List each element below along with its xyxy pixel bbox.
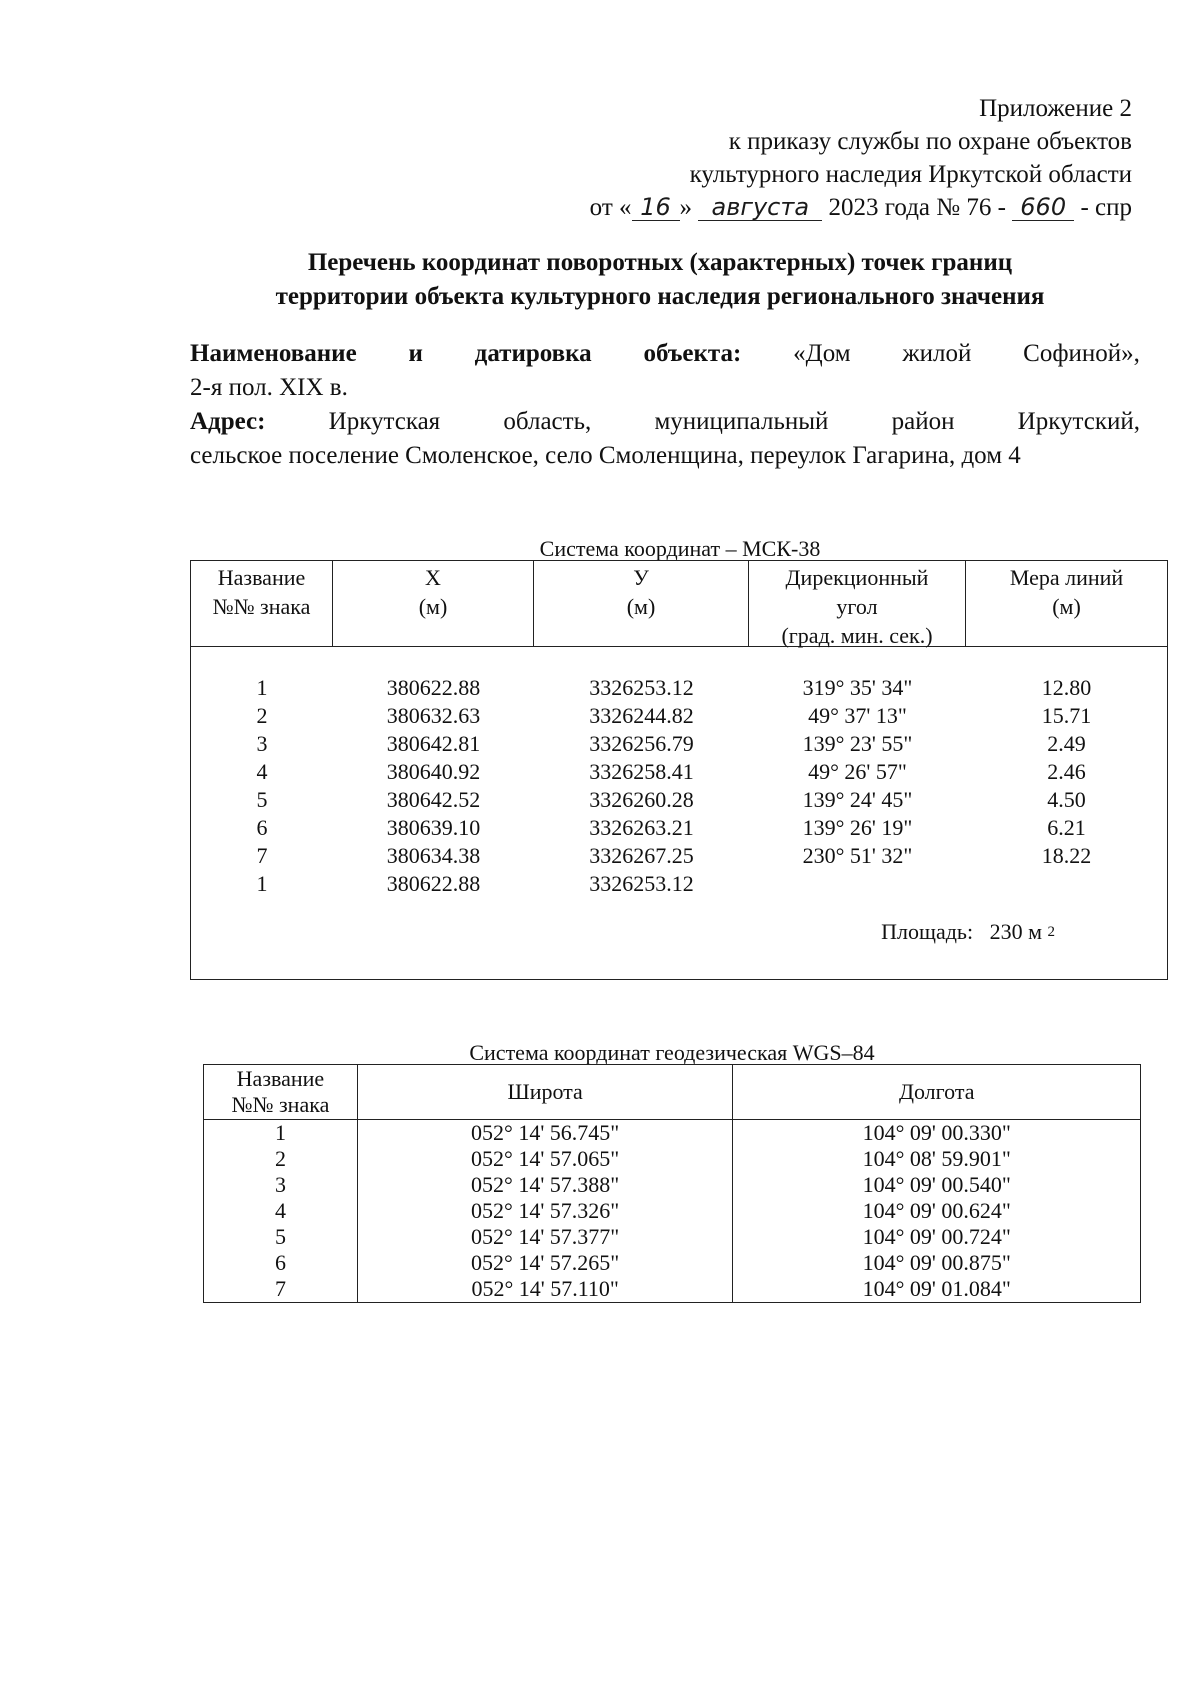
header-text: Название bbox=[236, 1066, 325, 1091]
header-point-name bbox=[191, 561, 333, 646]
name-value-word: «Дом bbox=[793, 340, 851, 367]
cell-x: 380642.81 bbox=[386, 731, 481, 756]
address-word: район bbox=[891, 408, 955, 435]
cell-point: 1 bbox=[256, 675, 268, 700]
header-longitude: Долгота bbox=[733, 1065, 1141, 1120]
cell-point: 7 bbox=[204, 1276, 358, 1303]
address-line bbox=[190, 405, 1140, 439]
cell-longitude: 104° 08' 59.901" bbox=[733, 1146, 1141, 1172]
cell-length: 12.80 bbox=[1041, 675, 1092, 700]
object-dating: 2-я пол. XIX в. bbox=[190, 374, 348, 401]
header-x bbox=[333, 561, 534, 646]
cell-point: 2 bbox=[256, 703, 268, 728]
wgs84-rows bbox=[204, 1120, 1141, 1303]
object-description bbox=[190, 337, 1140, 473]
cell-y: 3326253.12 bbox=[589, 871, 694, 896]
area-power: 2 bbox=[1047, 924, 1055, 940]
wgs84-header-row bbox=[204, 1065, 1141, 1120]
cell-latitude: 052° 14' 57.377" bbox=[357, 1224, 733, 1250]
cell-length: 15.71 bbox=[1041, 703, 1092, 728]
cell-bearing bbox=[749, 870, 966, 898]
cell-bearing: 319° 35' 34" bbox=[802, 675, 913, 700]
address-word: область, bbox=[503, 408, 592, 435]
cell-y: 3326260.28 bbox=[589, 787, 694, 812]
cell-x: 380639.10 bbox=[386, 815, 481, 840]
appendix-agency: культурного наследия Иркутской области bbox=[689, 161, 1132, 188]
header-text: №№ знака bbox=[212, 594, 311, 619]
cell-bearing: 230° 51' 32" bbox=[802, 843, 913, 868]
area-line bbox=[881, 919, 1055, 945]
table-row bbox=[204, 1172, 1141, 1198]
appendix-date-line bbox=[590, 191, 1132, 224]
cell-x: 380634.38 bbox=[386, 843, 481, 868]
table-row bbox=[204, 1120, 1141, 1147]
cell-longitude: 104° 09' 00.875" bbox=[733, 1250, 1141, 1276]
handwritten-day: 16 bbox=[632, 194, 680, 221]
header-text: (м) bbox=[626, 594, 656, 619]
table-row bbox=[204, 1198, 1141, 1224]
cell-x: 380632.63 bbox=[386, 703, 481, 728]
object-name-line bbox=[190, 337, 1140, 371]
cell-point: 3 bbox=[204, 1172, 358, 1198]
table-row bbox=[204, 1250, 1141, 1276]
table-row bbox=[191, 786, 1167, 814]
msk38-header-row bbox=[191, 561, 1167, 647]
cell-longitude: 104° 09' 00.330" bbox=[733, 1120, 1141, 1147]
wgs84-caption: Система координат геодезическая WGS–84 bbox=[469, 1040, 875, 1065]
msk38-caption: Система координат – МСК-38 bbox=[539, 536, 821, 561]
order-suffix: - спр bbox=[1080, 194, 1132, 221]
cell-y: 3326256.79 bbox=[589, 731, 694, 756]
cell-longitude: 104° 09' 00.540" bbox=[733, 1172, 1141, 1198]
table-row bbox=[204, 1276, 1141, 1303]
header-text: (град. мин. сек.) bbox=[781, 623, 933, 648]
appendix-header bbox=[590, 92, 1132, 224]
cell-point: 7 bbox=[256, 843, 268, 868]
cell-length: 18.22 bbox=[1041, 843, 1092, 868]
date-suffix: 2023 года № 76 - bbox=[828, 194, 1006, 221]
cell-y: 3326258.41 bbox=[589, 759, 694, 784]
cell-latitude: 052° 14' 57.110" bbox=[357, 1276, 733, 1303]
address-word: Иркутский, bbox=[1017, 408, 1140, 435]
cell-y: 3326267.25 bbox=[589, 843, 694, 868]
address-word: Иркутская bbox=[328, 408, 441, 435]
table-row bbox=[204, 1224, 1141, 1250]
header-y bbox=[534, 561, 749, 646]
header-text: Название bbox=[217, 565, 306, 590]
cell-x: 380642.52 bbox=[386, 787, 481, 812]
header-text: №№ знака bbox=[231, 1092, 330, 1117]
address-continuation: сельское поселение Смоленское, село Смоленщина, переулок Гагарина, дом 4 bbox=[190, 442, 1021, 469]
cell-point: 1 bbox=[204, 1120, 358, 1147]
cell-y: 3326263.21 bbox=[589, 815, 694, 840]
header-text: Дирекционный bbox=[785, 565, 929, 590]
area-label: Площадь: bbox=[881, 919, 974, 944]
title-line-2: территории объекта культурного наследия регионального значения bbox=[275, 283, 1045, 310]
cell-latitude: 052° 14' 57.388" bbox=[357, 1172, 733, 1198]
cell-length bbox=[966, 870, 1167, 898]
cell-y: 3326253.12 bbox=[589, 675, 694, 700]
cell-bearing: 139° 24' 45" bbox=[802, 787, 913, 812]
msk38-table bbox=[190, 560, 1168, 980]
cell-point: 4 bbox=[256, 759, 268, 784]
cell-latitude: 052° 14' 57.065" bbox=[357, 1146, 733, 1172]
date-mid: » bbox=[679, 194, 693, 221]
cell-bearing: 139° 23' 55" bbox=[802, 731, 913, 756]
title-line-1: Перечень координат поворотных (характерных) точек границ bbox=[307, 249, 1013, 276]
cell-point: 1 bbox=[256, 871, 268, 896]
table-row bbox=[191, 842, 1167, 870]
cell-point: 6 bbox=[204, 1250, 358, 1276]
cell-point: 3 bbox=[256, 731, 268, 756]
cell-bearing: 139° 26' 19" bbox=[802, 815, 913, 840]
cell-point: 5 bbox=[256, 787, 268, 812]
handwritten-month: августа bbox=[698, 194, 822, 221]
address-label: Адрес: bbox=[190, 408, 266, 435]
handwritten-order-number: 660 bbox=[1012, 194, 1074, 221]
header-bearing bbox=[749, 561, 966, 646]
header-latitude: Широта bbox=[357, 1065, 733, 1120]
cell-length: 6.21 bbox=[1047, 815, 1086, 840]
date-prefix: от « bbox=[589, 194, 632, 221]
area-value: 230 м bbox=[989, 919, 1042, 944]
appendix-title: Приложение 2 bbox=[979, 95, 1132, 122]
header-text: (м) bbox=[1052, 594, 1081, 619]
header-text: угол bbox=[836, 594, 878, 619]
cell-length: 2.46 bbox=[1047, 759, 1086, 784]
table-row bbox=[191, 730, 1167, 758]
cell-latitude: 052° 14' 57.265" bbox=[357, 1250, 733, 1276]
cell-length: 4.50 bbox=[1047, 787, 1086, 812]
table-row bbox=[191, 814, 1167, 842]
header-text: У bbox=[633, 565, 649, 590]
name-label-word: Наименование bbox=[190, 340, 357, 367]
cell-longitude: 104° 09' 01.084" bbox=[733, 1276, 1141, 1303]
cell-longitude: 104° 09' 00.624" bbox=[733, 1198, 1141, 1224]
cell-latitude: 052° 14' 57.326" bbox=[357, 1198, 733, 1224]
table-row bbox=[191, 702, 1167, 730]
wgs84-table bbox=[203, 1064, 1141, 1303]
header-text: (м) bbox=[418, 594, 448, 619]
address-word: муниципальный bbox=[654, 408, 829, 435]
cell-latitude: 052° 14' 56.745" bbox=[357, 1120, 733, 1147]
cell-length: 2.49 bbox=[1047, 731, 1086, 756]
table-row bbox=[204, 1146, 1141, 1172]
appendix-order-ref: к приказу службы по охране объектов bbox=[728, 128, 1132, 155]
header-length bbox=[966, 561, 1167, 646]
cell-x: 380622.88 bbox=[386, 871, 481, 896]
table-row bbox=[191, 674, 1167, 702]
name-value-word: жилой bbox=[902, 340, 972, 367]
cell-y: 3326244.82 bbox=[589, 703, 694, 728]
name-label-word: датировка bbox=[474, 340, 592, 367]
table-row bbox=[191, 758, 1167, 786]
cell-bearing: 49° 37' 13" bbox=[808, 703, 907, 728]
header-point-name bbox=[204, 1065, 358, 1120]
cell-longitude: 104° 09' 00.724" bbox=[733, 1224, 1141, 1250]
name-label-word: объекта: bbox=[643, 340, 742, 367]
cell-point: 5 bbox=[204, 1224, 358, 1250]
cell-point: 4 bbox=[204, 1198, 358, 1224]
cell-point: 2 bbox=[204, 1146, 358, 1172]
cell-bearing: 49° 26' 57" bbox=[808, 759, 907, 784]
header-text: Мера линий bbox=[1009, 565, 1124, 590]
cell-point: 6 bbox=[256, 815, 268, 840]
name-label-word: и bbox=[408, 340, 423, 367]
header-text: X bbox=[425, 565, 441, 590]
cell-x: 380640.92 bbox=[386, 759, 481, 784]
document-title bbox=[180, 246, 1140, 314]
table-row bbox=[191, 870, 1167, 898]
name-value-word: Софиной», bbox=[1023, 340, 1140, 367]
cell-x: 380622.88 bbox=[386, 675, 481, 700]
msk38-rows bbox=[191, 674, 1167, 898]
